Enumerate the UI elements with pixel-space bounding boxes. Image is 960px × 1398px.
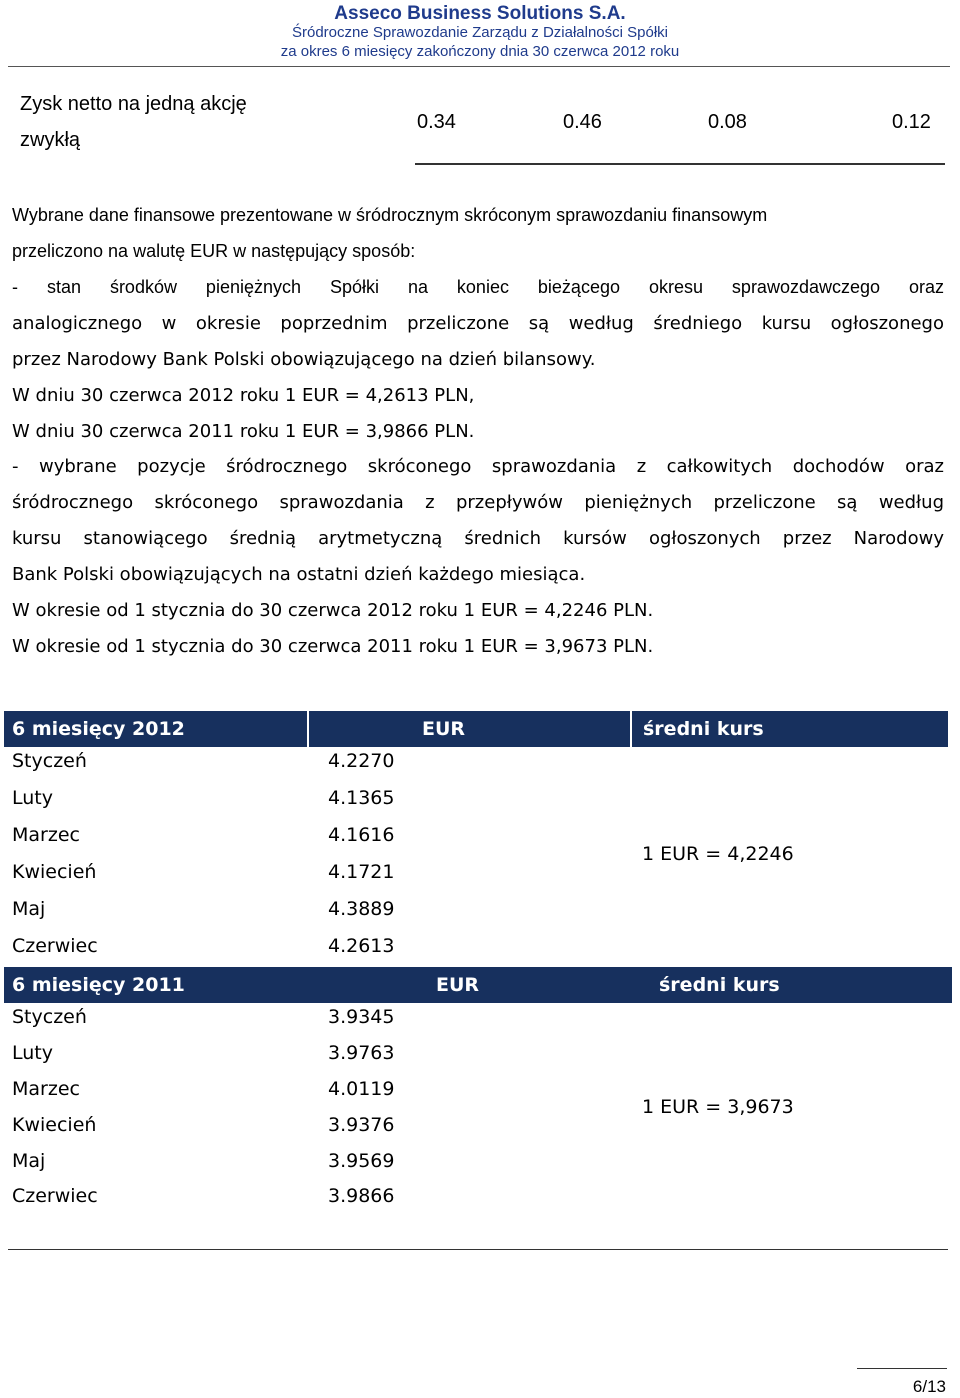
eps-value-1: 0.34 (417, 111, 456, 133)
table-row-month: Marzec (12, 824, 80, 846)
table-2012-header (4, 711, 948, 747)
intro-line-2: przeliczono na walutę EUR w następujący sposób: (12, 241, 416, 261)
table-2011-average: 1 EUR = 3,9673 (642, 1096, 794, 1118)
p1-line-5: W dniu 30 czerwca 2011 roku 1 EUR = 3,9866 PLN. (12, 421, 475, 442)
table-2012-header-divider (307, 711, 309, 747)
eps-rule (415, 163, 945, 165)
page-number: 6/13 (912, 1377, 946, 1396)
table-row-value: 4.2270 (328, 750, 395, 772)
table-2011-header-period: 6 miesięcy 2011 (12, 974, 185, 996)
company-name: Asseco Business Solutions S.A. (334, 3, 626, 24)
table-row-month: Styczeń (12, 1006, 87, 1028)
table-2012-average: 1 EUR = 4,2246 (642, 843, 794, 865)
p1-line-3: przez Narodowy Bank Polski obowiązującego na dzień bilansowy. (12, 349, 596, 370)
table-row-value: 3.9569 (328, 1150, 395, 1172)
eps-label-line1: Zysk netto na jedną akcję (20, 93, 247, 115)
table-row-month: Czerwiec (12, 935, 98, 957)
p1-line-1: - stan środków pieniężnych Spółki na koniec bieżącego okresu sprawozdawczego oraz (12, 277, 944, 297)
page-number-rule (857, 1368, 947, 1369)
p2-line-4: Bank Polski obowiązujących na ostatni dzień każdego miesiąca. (12, 564, 586, 585)
table-row-value: 3.9866 (328, 1185, 395, 1207)
footer-rule (8, 1249, 948, 1250)
table-row-month: Styczeń (12, 750, 87, 772)
table-row-month: Maj (12, 1150, 46, 1172)
table-row-value: 4.3889 (328, 898, 395, 920)
p2-line-1: - wybrane pozycje śródrocznego skróconego sprawozdania z całkowitych dochodów oraz (12, 456, 944, 477)
report-title: Śródroczne Sprawozdanie Zarządu z Działalności Spółki (291, 24, 669, 41)
table-2012-header-divider (630, 711, 632, 747)
table-2012-header-avg: średni kurs (643, 718, 764, 740)
table-row-month: Kwiecień (12, 861, 97, 883)
table-2012-header-currency: EUR (422, 718, 466, 740)
eps-label-line2: zwykłą (20, 129, 81, 151)
p2-line-5: W okresie od 1 stycznia do 30 czerwca 2012 roku 1 EUR = 4,2246 PLN. (12, 600, 654, 621)
header-rule (8, 66, 950, 67)
eps-value-3: 0.08 (708, 111, 747, 133)
table-row-value: 4.1365 (328, 787, 395, 809)
table-row-value: 3.9376 (328, 1114, 395, 1136)
eps-value-4: 0.12 (892, 111, 931, 133)
table-row-value: 3.9345 (328, 1006, 395, 1028)
table-row-month: Luty (12, 1042, 53, 1064)
p2-line-6: W okresie od 1 stycznia do 30 czerwca 2011 roku 1 EUR = 3,9673 PLN. (12, 636, 654, 657)
table-2011-header-currency: EUR (436, 974, 480, 996)
table-row-value: 3.9763 (328, 1042, 395, 1064)
p2-line-2: śródrocznego skróconego sprawozdania z przepływów pieniężnych przeliczone są według (12, 492, 944, 513)
table-2011-header-avg: średni kurs (659, 974, 780, 996)
table-row-month: Czerwiec (12, 1185, 98, 1207)
table-row-month: Maj (12, 898, 46, 920)
p2-line-3: kursu stanowiącego średnią arytmetyczną średnich kursów ogłoszonych przez Narodowy (12, 528, 944, 549)
table-row-month: Luty (12, 787, 53, 809)
table-row-value: 4.2613 (328, 935, 395, 957)
table-row-value: 4.1721 (328, 861, 395, 883)
intro-line-1: Wybrane dane finansowe prezentowane w śródrocznym skróconym sprawozdaniu finansowym (12, 205, 768, 225)
table-row-value: 4.0119 (328, 1078, 395, 1100)
table-row-month: Marzec (12, 1078, 80, 1100)
table-2011-header (4, 967, 952, 1003)
report-period: za okres 6 miesięcy zakończony dnia 30 czerwca 2012 roku (280, 43, 680, 60)
table-2012-header-period: 6 miesięcy 2012 (12, 718, 185, 740)
p1-line-2: analogicznego w okresie poprzednim przeliczone są według średniego kursu ogłoszonego (12, 313, 944, 334)
p1-line-4: W dniu 30 czerwca 2012 roku 1 EUR = 4,2613 PLN, (12, 385, 475, 406)
table-row-month: Kwiecień (12, 1114, 97, 1136)
eps-value-2: 0.46 (563, 111, 602, 133)
table-row-value: 4.1616 (328, 824, 395, 846)
